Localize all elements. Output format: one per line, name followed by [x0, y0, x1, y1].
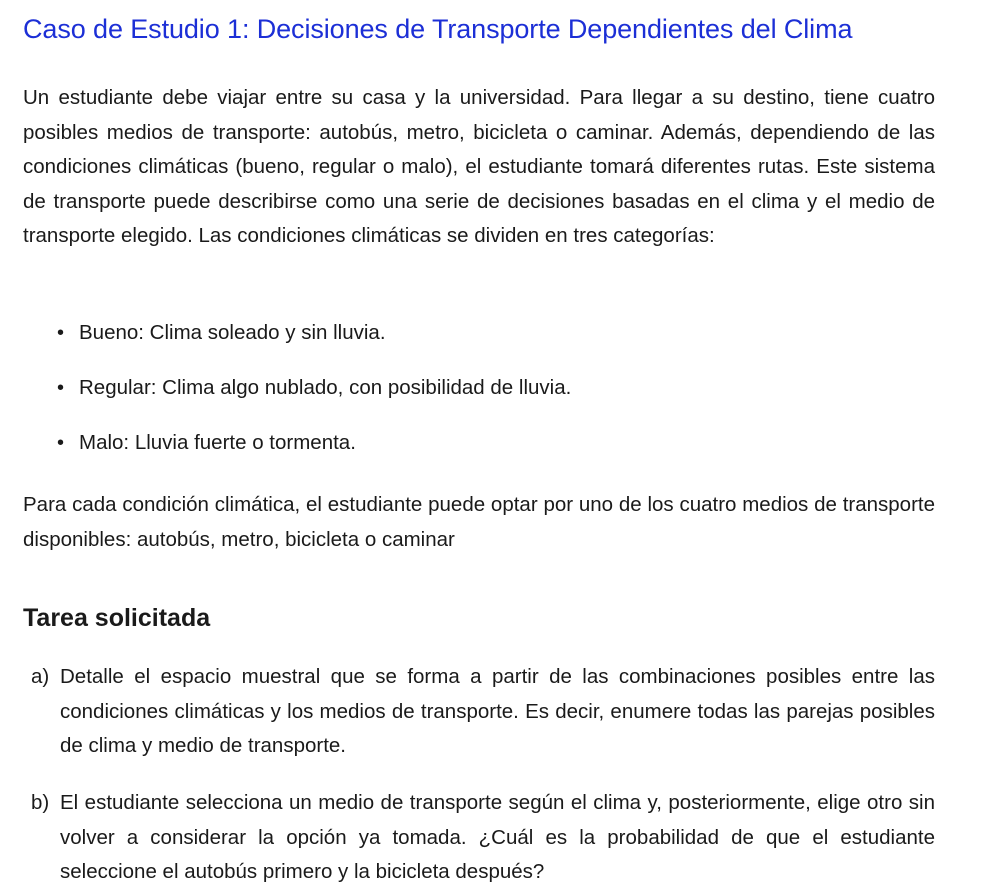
- bullet-icon: •: [57, 432, 65, 454]
- list-item-text: Malo: Lluvia fuerte o tormenta.: [79, 431, 356, 454]
- task-item-b: [23, 786, 935, 890]
- list-item-text: Bueno: Clima soleado y sin lluvia.: [79, 321, 386, 344]
- task-heading: Tarea solicitada: [23, 604, 211, 632]
- section-title: Caso de Estudio 1: Decisiones de Transporte Dependientes del Clima: [23, 14, 853, 44]
- bullet-icon: •: [57, 377, 65, 399]
- transport-options-paragraph: Para cada condición climática, el estudiante puede optar por uno de los cuatro medios de transporte disponibles: autobús, metro, bicicleta o caminar: [23, 493, 935, 551]
- weather-categories-list: [57, 316, 571, 481]
- list-item-text: Regular: Clima algo nublado, con posibilidad de lluvia.: [79, 376, 572, 399]
- list-item: [57, 371, 571, 426]
- task-marker: b): [31, 791, 50, 814]
- list-item: [57, 316, 571, 371]
- task-marker: a): [31, 665, 50, 688]
- task-text: Detalle el espacio muestral que se forma a partir de las combinaciones posibles entre las condiciones climáticas y los medios de transporte. Es decir, enumere todas las parejas posibles de clima y medio de transporte.: [60, 665, 935, 757]
- intro-paragraph: Un estudiante debe viajar entre su casa y la universidad. Para llegar a su destino, tiene cuatro posibles medios de transporte: autobús, metro, bicicleta o caminar. Además, dependiendo de las condiciones climáticas (bueno, regular o malo), el estudiante tomará diferentes rutas. Este sistema de transporte puede describirse como una serie de decisiones basadas en el clima y el medio de transporte elegido. Las condiciones climáticas se dividen en tres categorías:: [23, 86, 935, 247]
- task-text: El estudiante selecciona un medio de transporte según el clima y, posteriormente, elige otro sin volver a considerar la opción ya tomada. ¿Cuál es la probabilidad de que el estudiante seleccione el autobús primero y la bicicleta después?: [60, 791, 935, 883]
- bullet-icon: •: [57, 322, 65, 344]
- task-item-a: [23, 660, 935, 764]
- list-item: [57, 426, 571, 481]
